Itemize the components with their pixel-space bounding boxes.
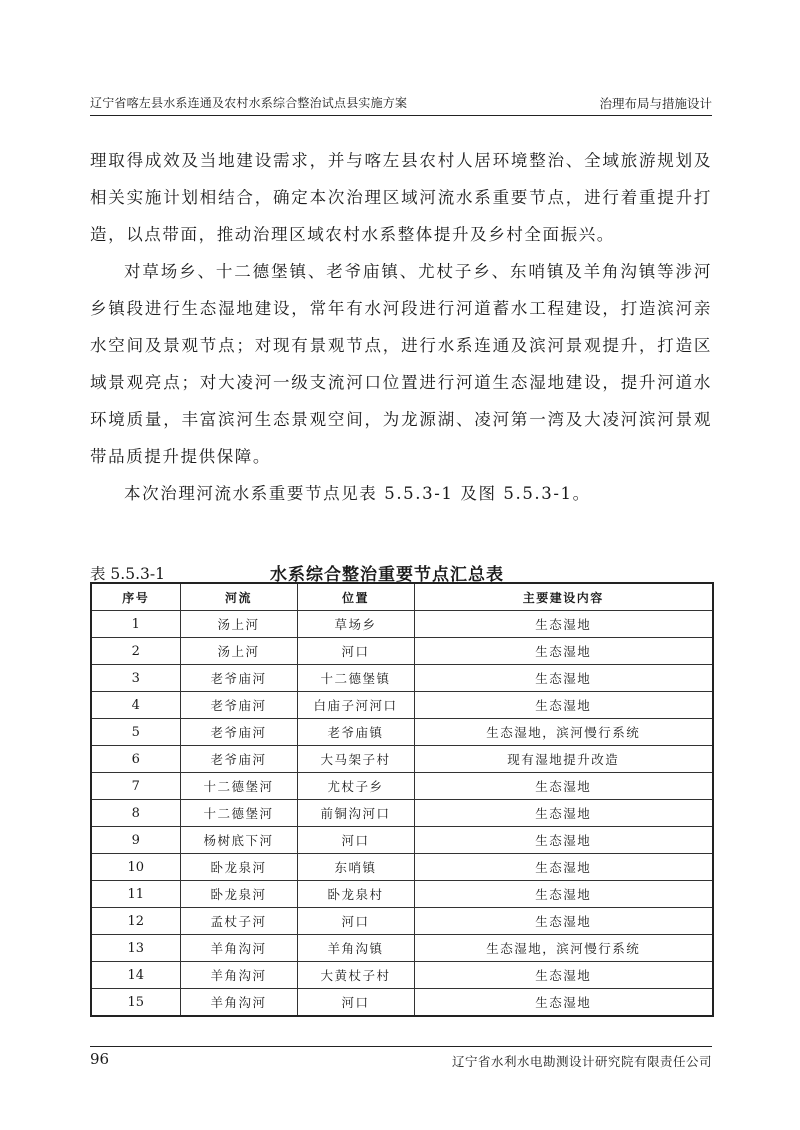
cell-river: 老爷庙河 — [180, 746, 297, 773]
cell-content: 生态湿地 — [414, 854, 713, 881]
table-row — [91, 800, 713, 827]
cell-location: 卧龙泉村 — [297, 881, 414, 908]
cell-river: 孟杖子河 — [180, 908, 297, 935]
cell-river: 羊角沟河 — [180, 989, 297, 1017]
paragraph: 对草场乡、十二德堡镇、老爷庙镇、尤杖子乡、东哨镇及羊角沟镇等涉河乡镇段进行生态湿地建设，常年有水河段进行河道蓄水工程建设，打造滨河亲水空间及景观节点；对现有景观节点，进行水系连通及滨河景观提升，打造区域景观亮点；对大凌河一级支流河口位置进行河道生态湿地建设，提升河道水环境质量，丰富滨河生态景观空间，为龙源湖、凌河第一湾及大凌河滨河景观带品质提升提供保障。 — [90, 262, 712, 466]
table-row — [91, 935, 713, 962]
cell-index: 3 — [91, 665, 180, 692]
cell-river: 汤上河 — [180, 638, 297, 665]
cell-location: 东哨镇 — [297, 854, 414, 881]
cell-index: 11 — [91, 881, 180, 908]
cell-location: 十二德堡镇 — [297, 665, 414, 692]
cell-location: 河口 — [297, 908, 414, 935]
footer-rule — [90, 1046, 712, 1047]
cell-river: 杨树底下河 — [180, 827, 297, 854]
cell-content: 生态湿地，滨河慢行系统 — [414, 719, 713, 746]
cell-river: 羊角沟河 — [180, 935, 297, 962]
paragraph: 本次治理河流水系重要节点见表 5.5.3-1 及图 5.5.3-1。 — [124, 484, 591, 503]
table-row — [91, 854, 713, 881]
cell-location: 河口 — [297, 827, 414, 854]
cell-river: 老爷庙河 — [180, 665, 297, 692]
cell-location: 草场乡 — [297, 611, 414, 638]
cell-river: 十二德堡河 — [180, 800, 297, 827]
cell-river: 老爷庙河 — [180, 692, 297, 719]
page-footer — [90, 1046, 712, 1070]
cell-index: 13 — [91, 935, 180, 962]
cell-river: 羊角沟河 — [180, 962, 297, 989]
table-header-row — [91, 583, 713, 611]
table-caption-title: 水系综合整治重要节点汇总表 — [270, 565, 504, 585]
cell-content: 生态湿地 — [414, 962, 713, 989]
table-row — [91, 665, 713, 692]
cell-index: 7 — [91, 773, 180, 800]
cell-content: 生态湿地 — [414, 908, 713, 935]
cell-content: 生态湿地，滨河慢行系统 — [414, 935, 713, 962]
body-text — [90, 142, 712, 512]
cell-index: 10 — [91, 854, 180, 881]
table-row — [91, 638, 713, 665]
header-rule — [90, 115, 712, 116]
cell-location: 河口 — [297, 989, 414, 1017]
table-row — [91, 908, 713, 935]
cell-river: 卧龙泉河 — [180, 881, 297, 908]
cell-content: 生态湿地 — [414, 773, 713, 800]
cell-location: 尤杖子乡 — [297, 773, 414, 800]
page-header — [90, 94, 712, 116]
cell-location: 白庙子河河口 — [297, 692, 414, 719]
table-caption-number: 表 5.5.3-1 — [90, 565, 165, 583]
table-row — [91, 611, 713, 638]
cell-index: 2 — [91, 638, 180, 665]
table-row — [91, 962, 713, 989]
cell-index: 14 — [91, 962, 180, 989]
cell-index: 8 — [91, 800, 180, 827]
column-header-river: 河流 — [180, 583, 297, 611]
nodes-table — [90, 582, 714, 1017]
column-header-location: 位置 — [297, 583, 414, 611]
cell-content: 生态湿地 — [414, 881, 713, 908]
table-row — [91, 746, 713, 773]
cell-content: 生态湿地 — [414, 692, 713, 719]
cell-location: 前铜沟河口 — [297, 800, 414, 827]
footer-organization: 辽宁省水利水电勘测设计研究院有限责任公司 — [451, 1054, 712, 1069]
cell-index: 9 — [91, 827, 180, 854]
header-section-title: 治理布局与措施设计 — [599, 96, 712, 111]
cell-content: 生态湿地 — [414, 638, 713, 665]
cell-location: 羊角沟镇 — [297, 935, 414, 962]
table-caption — [90, 562, 712, 584]
page-number: 96 — [90, 1050, 110, 1068]
cell-content: 现有湿地提升改造 — [414, 746, 713, 773]
cell-index: 5 — [91, 719, 180, 746]
cell-river: 汤上河 — [180, 611, 297, 638]
cell-location: 大马架子村 — [297, 746, 414, 773]
paragraph: 理取得成效及当地建设需求，并与喀左县农村人居环境整治、全域旅游规划及相关实施计划相结合，确定本次治理区域河流水系重要节点，进行着重提升打造，以点带面，推动治理区域农村水系整体提升及乡村全面振兴。 — [90, 151, 712, 244]
cell-content: 生态湿地 — [414, 800, 713, 827]
column-header-content: 主要建设内容 — [414, 583, 713, 611]
header-document-title: 辽宁省喀左县水系连通及农村水系综合整治试点县实施方案 — [90, 96, 408, 110]
cell-river: 卧龙泉河 — [180, 854, 297, 881]
cell-river: 老爷庙河 — [180, 719, 297, 746]
cell-location: 河口 — [297, 638, 414, 665]
cell-index: 15 — [91, 989, 180, 1017]
cell-index: 4 — [91, 692, 180, 719]
cell-location: 大黄杖子村 — [297, 962, 414, 989]
table-row — [91, 773, 713, 800]
table-row — [91, 719, 713, 746]
table-row — [91, 692, 713, 719]
table-row — [91, 827, 713, 854]
table-row — [91, 881, 713, 908]
cell-content: 生态湿地 — [414, 665, 713, 692]
table-row — [91, 989, 713, 1017]
cell-content: 生态湿地 — [414, 989, 713, 1017]
cell-content: 生态湿地 — [414, 611, 713, 638]
cell-index: 1 — [91, 611, 180, 638]
cell-index: 6 — [91, 746, 180, 773]
table-body — [91, 611, 713, 1017]
cell-river: 十二德堡河 — [180, 773, 297, 800]
column-header-index: 序号 — [91, 583, 180, 611]
cell-location: 老爷庙镇 — [297, 719, 414, 746]
cell-index: 12 — [91, 908, 180, 935]
cell-content: 生态湿地 — [414, 827, 713, 854]
